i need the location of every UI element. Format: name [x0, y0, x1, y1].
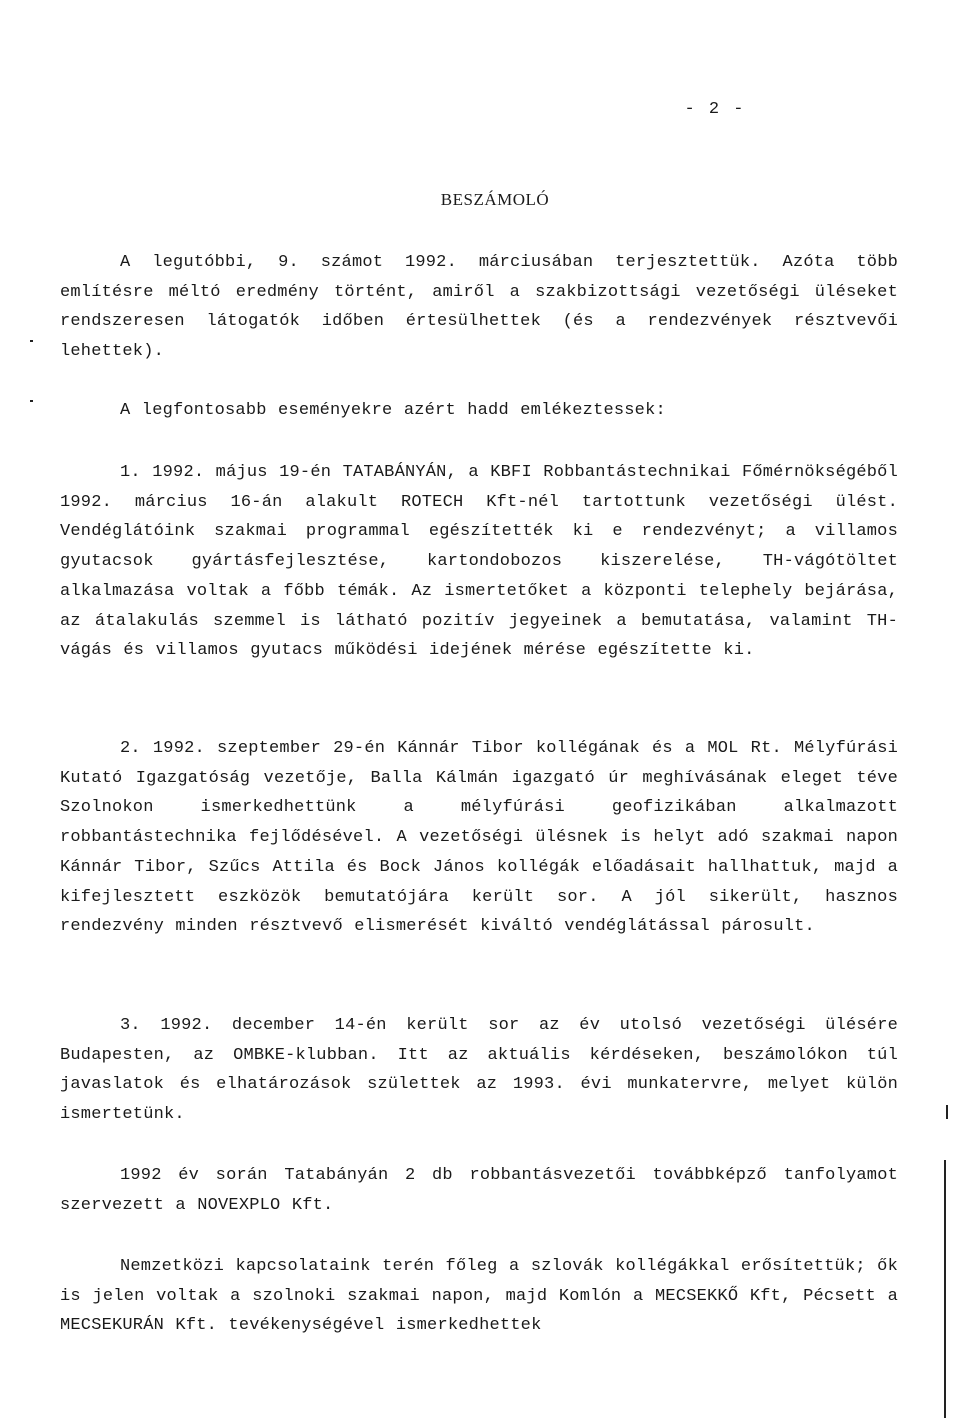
scan-mark — [30, 400, 33, 402]
paragraph-international: Nemzetközi kapcsolataink terén főleg a szlovák kollégákkal erősítettük; ők is jelen voltak a szolnoki szakmai napon, majd Komlón a MECSEKKŐ Kft, Pécsett a MECSEKURÁN Kft. tevékenységével ismerkedhettek — [60, 1257, 898, 1336]
paragraph-item-2: 2. 1992. szeptember 29-én Kánnár Tibor kollégának és a MOL Rt. Mélyfúrási Kutató Igazgatóság vezetője, Balla Kálmán igazgató úr meghívásának eleget téve Szolnokon ismerkedhettünk a mélyfúrási geofizikában alkalmazott robbantástechnika fejlődésével. A vezetőségi ülésnek is helyt adó szakmai napon Kánnár Tibor, Szűcs Attila és Bock János kollégák előadásait hallhattuk, majd a kifejlesztett eszközök bemutatójára került sor. A jól sikerült, hasznos rendezvény minden résztvevő elismerését kiváltó vendéglátással párosult. — [60, 739, 898, 937]
scan-mark — [30, 340, 33, 342]
page-number: - 2 - — [684, 100, 746, 119]
scan-mark — [944, 1160, 946, 1418]
paragraph-lead: A legfontosabb eseményekre azért hadd emlékeztessek: — [120, 401, 666, 420]
paragraph-training: 1992 év során Tatabányán 2 db robbantásvezetői továbbképző tanfolyamot szervezett a NOVEXPLO Kft. — [60, 1166, 898, 1215]
paragraph-item-3: 3. 1992. december 14-én került sor az év utolsó vezetőségi ülésére Budapesten, az OMBKE-klubban. Itt az aktuális kérdéseken, beszámolókon túl javaslatok és elhatározások születtek az 1993. évi munkatervre, melyet külön ismertetünk. — [60, 1016, 898, 1125]
scan-mark — [946, 1105, 948, 1119]
paragraph-item-1: 1. 1992. május 19-én TATABÁNYÁN, a KBFI Robbantástechnikai Főmérnökségéből 1992. március 16-án alakult ROTECH Kft-nél tartottunk vezetőségi ülést. Vendéglátóink szakmai programmal egészítették ki e rendezvényt; a villamos gyutacsok gyártásfejlesztése, kartondobozos kiszerelése, TH-vágótöltet alkalmazása voltak a főbb témák. Az ismertetőket a központi telephely bejárása, az átalakulás szemmel is látható pozitív jegyeinek a bemutatása, valamint TH-vágás és villamos gyutacs működési idejének mérése egészítette ki. — [60, 463, 898, 661]
document-title: BESZÁMOLÓ — [440, 190, 550, 209]
paragraph-intro: A legutóbbi, 9. számot 1992. márciusában terjesztettük. Azóta több említésre méltó eredmény történt, amiről a szakbizottsági vezetőségi üléseket rendszeresen látogatók időben értesülhettek (és a rendezvények résztvevői lehettek). — [60, 253, 898, 362]
